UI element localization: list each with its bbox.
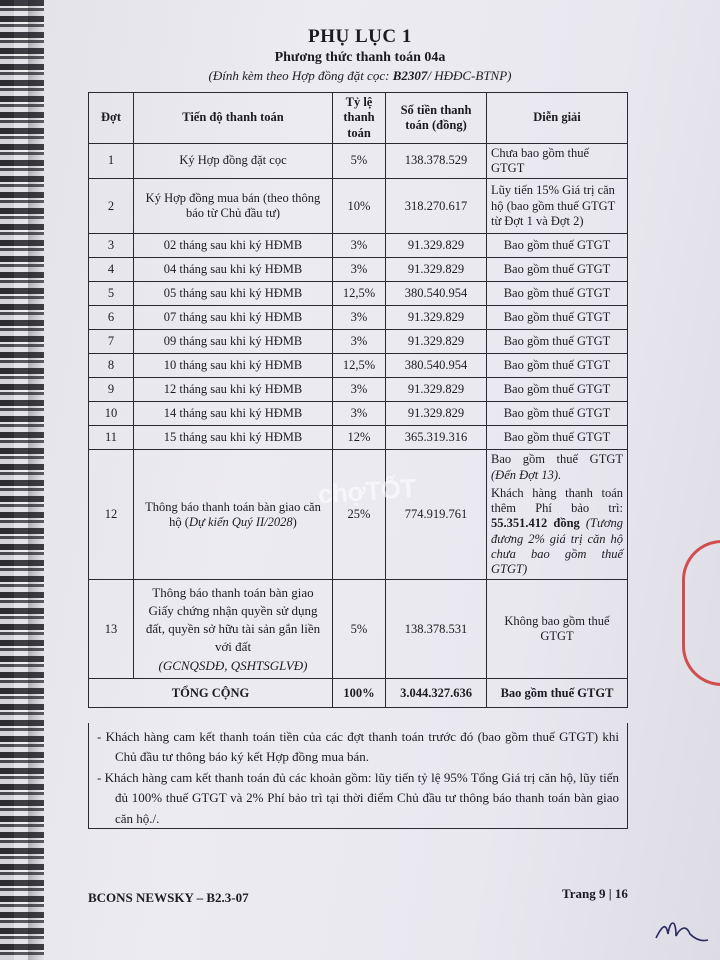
cell-amount: 91.329.829	[386, 378, 487, 402]
cell-ratio: 3%	[333, 234, 386, 258]
cell-ratio: 3%	[333, 306, 386, 330]
table-row	[89, 143, 628, 179]
cell-note: Không bao gồm thuế GTGT	[487, 580, 628, 679]
cell-stage: Ký Hợp đồng đặt cọc	[134, 143, 333, 179]
cell-installment: 13	[89, 580, 134, 679]
cell-installment: 7	[89, 330, 134, 354]
spiral-binding	[0, 0, 44, 960]
cell-installment: 11	[89, 426, 134, 450]
cell-amount: 91.329.829	[386, 330, 487, 354]
cell-ratio: 25%	[333, 450, 386, 580]
cell-installment: 2	[89, 179, 134, 234]
cell-installment: 8	[89, 354, 134, 378]
cell-note: Bao gồm thuế GTGT	[487, 258, 628, 282]
contract-code: B2307	[392, 68, 428, 83]
cell-amount: 91.329.829	[386, 234, 487, 258]
maintenance-fee: 55.351.412 đồng	[491, 516, 580, 531]
cell-amount: 91.329.829	[386, 258, 487, 282]
cell-note: Bao gồm thuế GTGT	[487, 330, 628, 354]
note-item: - Khách hàng cam kết thanh toán đủ các khoản gồm: lũy tiến tỷ lệ 95% Tổng Giá trị căn hộ, lũy tiến đủ 100% thuế GTGT và 2% Phí bảo trì tại thời điểm Chủ đầu tư thông báo thanh toán bàn giao căn hộ./.	[97, 770, 619, 826]
cell-note: Chưa bao gồm thuế GTGT	[487, 143, 628, 179]
cell-ratio: 12%	[333, 426, 386, 450]
cell-ratio: 10%	[333, 179, 386, 234]
table-row	[89, 426, 628, 450]
cell-ratio: 3%	[333, 378, 386, 402]
cell-stage: 12 tháng sau khi ký HĐMB	[134, 378, 333, 402]
table-row	[89, 306, 628, 330]
table-row	[89, 179, 628, 234]
cell-amount: 138.378.529	[386, 143, 487, 179]
total-label: TỔNG CỘNG	[89, 679, 333, 708]
cell-note: Bao gồm thuế GTGT	[487, 378, 628, 402]
cell-stage: 10 tháng sau khi ký HĐMB	[134, 354, 333, 378]
table-row	[89, 580, 628, 679]
cell-stage: Ký Hợp đồng mua bán (theo thông báo từ Chủ đầu tư)	[134, 179, 333, 234]
footer-page-number: Trang 9 | 16	[562, 886, 628, 901]
cell-amount: 774.919.761	[386, 450, 487, 580]
cell-installment: 3	[89, 234, 134, 258]
cell-ratio: 5%	[333, 580, 386, 679]
cell-note: Lũy tiến 15% Giá trị căn hộ (bao gồm thuế GTGT từ Đợt 1 và Đợt 2)	[487, 179, 628, 234]
total-row	[89, 679, 628, 708]
table-row	[89, 282, 628, 306]
cell-stage: 09 tháng sau khi ký HĐMB	[134, 330, 333, 354]
cell-amount: 91.329.829	[386, 402, 487, 426]
cell-ratio: 3%	[333, 258, 386, 282]
header-note: Diễn giải	[487, 93, 628, 144]
cell-note: Bao gồm thuế GTGT	[487, 402, 628, 426]
cell-installment: 12	[89, 450, 134, 580]
table-row	[89, 234, 628, 258]
table-header-row	[89, 93, 628, 144]
cell-stage: Thông báo thanh toán bàn giao căn hộ (Dự kiến Quý II/2028)	[134, 450, 333, 580]
cell-stage: 14 tháng sau khi ký HĐMB	[134, 402, 333, 426]
cell-ratio: 5%	[333, 143, 386, 179]
cell-installment: 6	[89, 306, 134, 330]
cell-note: Bao gồm thuế GTGT	[487, 354, 628, 378]
cell-installment: 10	[89, 402, 134, 426]
terms-notes	[88, 723, 628, 829]
table-row	[89, 354, 628, 378]
cell-note: Bao gồm thuế GTGT	[487, 426, 628, 450]
cell-amount: 91.329.829	[386, 306, 487, 330]
cell-ratio: 3%	[333, 330, 386, 354]
cell-stage: 04 tháng sau khi ký HĐMB	[134, 258, 333, 282]
watermark: chợTỐT	[317, 472, 417, 510]
cell-installment: 9	[89, 378, 134, 402]
attachment-reference: (Đính kèm theo Hợp đồng đặt cọc: B2307/ HĐĐC-BTNP)	[208, 68, 512, 83]
note-item: - Khách hàng cam kết thanh toán tiền của các đợt thanh toán trước đó (bao gồm thuế GTGT) khi Chủ đầu tư thông báo ký kết Hợp đồng mua bán.	[97, 729, 619, 765]
cell-stage: Thông báo thanh toán bàn giao Giấy chứng nhận quyền sử dụng đất, quyền sở hữu tài sản gắn liền với đất (GCNQSDĐ, QSHTSGLVĐ)	[134, 580, 333, 679]
cell-note: Bao gồm thuế GTGT	[487, 306, 628, 330]
payment-schedule-table	[88, 92, 628, 708]
cell-stage: 05 tháng sau khi ký HĐMB	[134, 282, 333, 306]
cell-stage: 02 tháng sau khi ký HĐMB	[134, 234, 333, 258]
cell-amount: 380.540.954	[386, 354, 487, 378]
cell-ratio: 12,5%	[333, 282, 386, 306]
cell-amount: 365.319.316	[386, 426, 487, 450]
cell-note: Bao gồm thuế GTGT (Đến Đợt 13). Khách hàng thanh toán thêm Phí bảo trì: 55.351.412 đồng (Tương đương 2% giá trị căn hộ chưa bao gồm thuế GTGT)	[487, 450, 628, 580]
cell-installment: 5	[89, 282, 134, 306]
page-subtitle: Phương thức thanh toán 04a	[274, 50, 446, 65]
cell-amount: 318.270.617	[386, 179, 487, 234]
page-title: PHỤ LỤC 1	[308, 26, 412, 47]
cell-stage: 15 tháng sau khi ký HĐMB	[134, 426, 333, 450]
cell-note: Bao gồm thuế GTGT	[487, 282, 628, 306]
cell-ratio: 12,5%	[333, 354, 386, 378]
cell-installment: 1	[89, 143, 134, 179]
header-installment: Đợt	[89, 93, 134, 144]
total-amount: 3.044.327.636	[386, 679, 487, 708]
table-row	[89, 258, 628, 282]
cell-stage: 07 tháng sau khi ký HĐMB	[134, 306, 333, 330]
table-row	[89, 330, 628, 354]
red-stamp	[682, 540, 720, 686]
header-amount: Số tiền thanh toán (đồng)	[386, 93, 487, 144]
signature-mark	[652, 908, 712, 948]
header-stage: Tiến độ thanh toán	[134, 93, 333, 144]
cell-amount: 380.540.954	[386, 282, 487, 306]
table-row	[89, 450, 628, 580]
table-row	[89, 402, 628, 426]
total-ratio: 100%	[333, 679, 386, 708]
cell-amount: 138.378.531	[386, 580, 487, 679]
cell-note: Bao gồm thuế GTGT	[487, 234, 628, 258]
document-header	[60, 26, 660, 84]
cell-ratio: 3%	[333, 402, 386, 426]
cell-installment: 4	[89, 258, 134, 282]
table-row	[89, 378, 628, 402]
total-note: Bao gồm thuế GTGT	[487, 679, 628, 708]
footer-project-code: BCONS NEWSKY – B2.3-07	[88, 890, 249, 905]
header-ratio: Tỷ lệ thanh toán	[333, 93, 386, 144]
